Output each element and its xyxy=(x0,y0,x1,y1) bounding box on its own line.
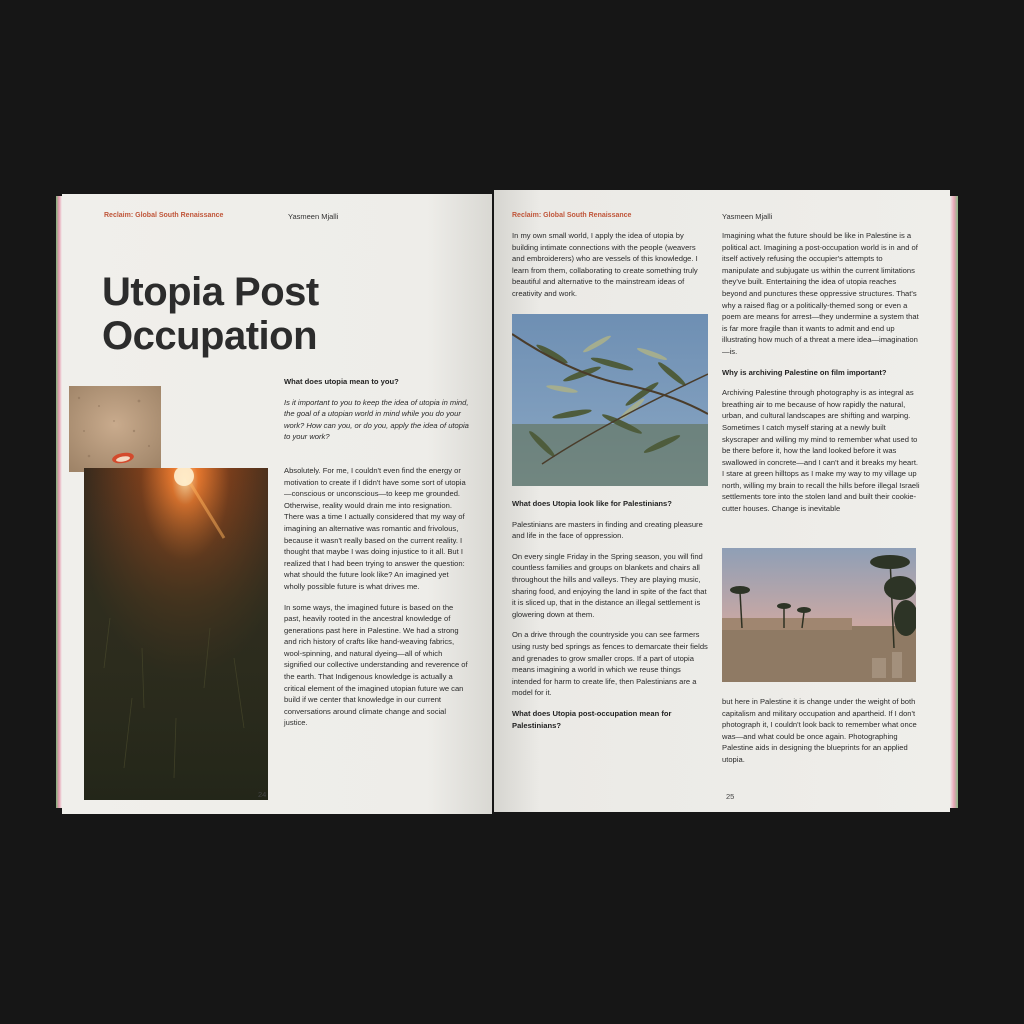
left-page xyxy=(62,194,492,814)
question-heading: Why is archiving Palestine on film important? xyxy=(722,367,887,377)
paragraph: On every single Friday in the Spring season, you will find countless families and groups on blankets and chairs all throughout the hills and valleys. They are playing music, sharing food, and enjoying the land in spite of the fact that it is sliced up, that in the distance an illegal settlement is glowering down at them. xyxy=(512,551,707,619)
paragraph: Archiving Palestine through photography is as integral as breathing air to me because of how rapidly the natural, urban, and cultural landscapes are shifting and warping. Sometimes I catch myself staring at a newly built skyscraper and willing my mind to remember what used to be there before it, how the land looked before it was swallowed in concrete—and I can't and it breaks my heart. I stare at green hilltops as I make my way to my village up north, willing my brain to recall the hills before illegal Israeli settlements tore into the stolen land and built their cookie-cutter houses. Change is inevitable xyxy=(722,388,920,514)
sunset-field-photo xyxy=(84,468,268,800)
palm-trees-photo xyxy=(722,548,916,682)
right-text-column-1a xyxy=(512,230,708,309)
page-number: 24 xyxy=(258,790,267,799)
section-kicker: Reclaim: Global South Renaissance xyxy=(104,212,224,219)
sand-photo xyxy=(69,386,161,472)
question-heading: What does Utopia post-occupation mean for Palestinians? xyxy=(512,708,672,730)
paragraph: In my own small world, I apply the idea of utopia by building intimate connections with the people (weavers and embroiderers) who are vessels of this knowledge. I learn from them, collaborating to create something truly beautiful and alternative to the mainstream ideas of creativity and work. xyxy=(512,231,698,298)
magazine-spread xyxy=(62,186,958,818)
paragraph: but here in Palestine it is change under the weight of both capitalism and military occupation and apartheid. If I don't photograph it, I couldn't look back to remember what once was—and what could be once again. Photographing Palestine aids in designing the blueprints for an applied utopia. xyxy=(722,697,917,764)
question-heading: What does Utopia look like for Palestinians? xyxy=(512,499,672,508)
title-line-2: Occupation xyxy=(102,314,318,358)
title-line-1: Utopia Post xyxy=(102,270,319,314)
paragraph: Imagining what the future should be like in Palestine is a political act. Imagining a post-occupation world is in and of itself actively refusing the occupier's attempts to manipulate and subjugate us within the current limitations they've built. Entertaining the idea of utopia reaches beyond and punctures these oppressive structures. That's why a raised flag or a politically-themed song or even a poem are means for arrest—they undermine a system that is far more fragile than it wants to admit and end up illustrating how much of a threat a mere idea—imagination—is. xyxy=(722,231,919,356)
right-text-column-2b xyxy=(722,696,920,775)
right-page-edge xyxy=(950,196,958,808)
right-text-column-2a xyxy=(722,230,920,524)
question-heading: What does utopia mean to you? xyxy=(284,377,399,386)
paragraph: In some ways, the imagined future is based on the past, heavily rooted in the ancestral knowledge of generations past here in Palestine. We had a strong and rich history of crafts like hand-weaving fabrics, wool-spinning, and natural dyeing—all of which signified our collective understanding and reverence of the earth. That Indigenous knowledge is actually a critical element of the imagined utopian future we can build if we center that knowledge in our current conversations around climate change and social justice. xyxy=(284,602,468,728)
question-italic: Is it important to you to keep the idea of utopia in mind, the goal of a utopian world in mind while you do your work? How can you, or do you, apply the idea of utopia to your work? xyxy=(284,397,469,442)
right-page xyxy=(494,190,950,812)
paragraph: On a drive through the countryside you can see farmers using rusty bed springs as fences to demarcate their fields and grenades to grow smaller crops. If a part of utopia means imagining a world in which we reuse things intended for harm to create life, then Palestinians are a model for it. xyxy=(512,630,708,698)
author-name: Yasmeen Mjalli xyxy=(288,212,339,221)
page-number: 25 xyxy=(726,792,735,801)
article-title xyxy=(102,270,319,358)
olive-branch-photo xyxy=(512,314,708,486)
left-text-column xyxy=(284,376,470,738)
paragraph: Palestinians are masters in finding and creating pleasure and life in the face of oppression. xyxy=(512,519,703,541)
author-name: Yasmeen Mjalli xyxy=(722,212,773,221)
section-kicker: Reclaim: Global South Renaissance xyxy=(512,212,632,219)
paragraph: Absolutely. For me, I couldn't even find the energy or motivation to create if I didn't have some sort of utopia—conscious or unconscious—to keep me grounded. Otherwise, reality would drain me into resignation. There was a time I actually considered that my way of imagining an alternative was romantic and frivolous, because it wasn't really based on the current reality. I thought that maybe I was doing injustice to it all. But I realized that I had been trying to answer the question: what should the future look like? An imagined yet wholly possible future is what drives me. xyxy=(284,465,466,591)
right-text-column-1b xyxy=(512,498,712,740)
